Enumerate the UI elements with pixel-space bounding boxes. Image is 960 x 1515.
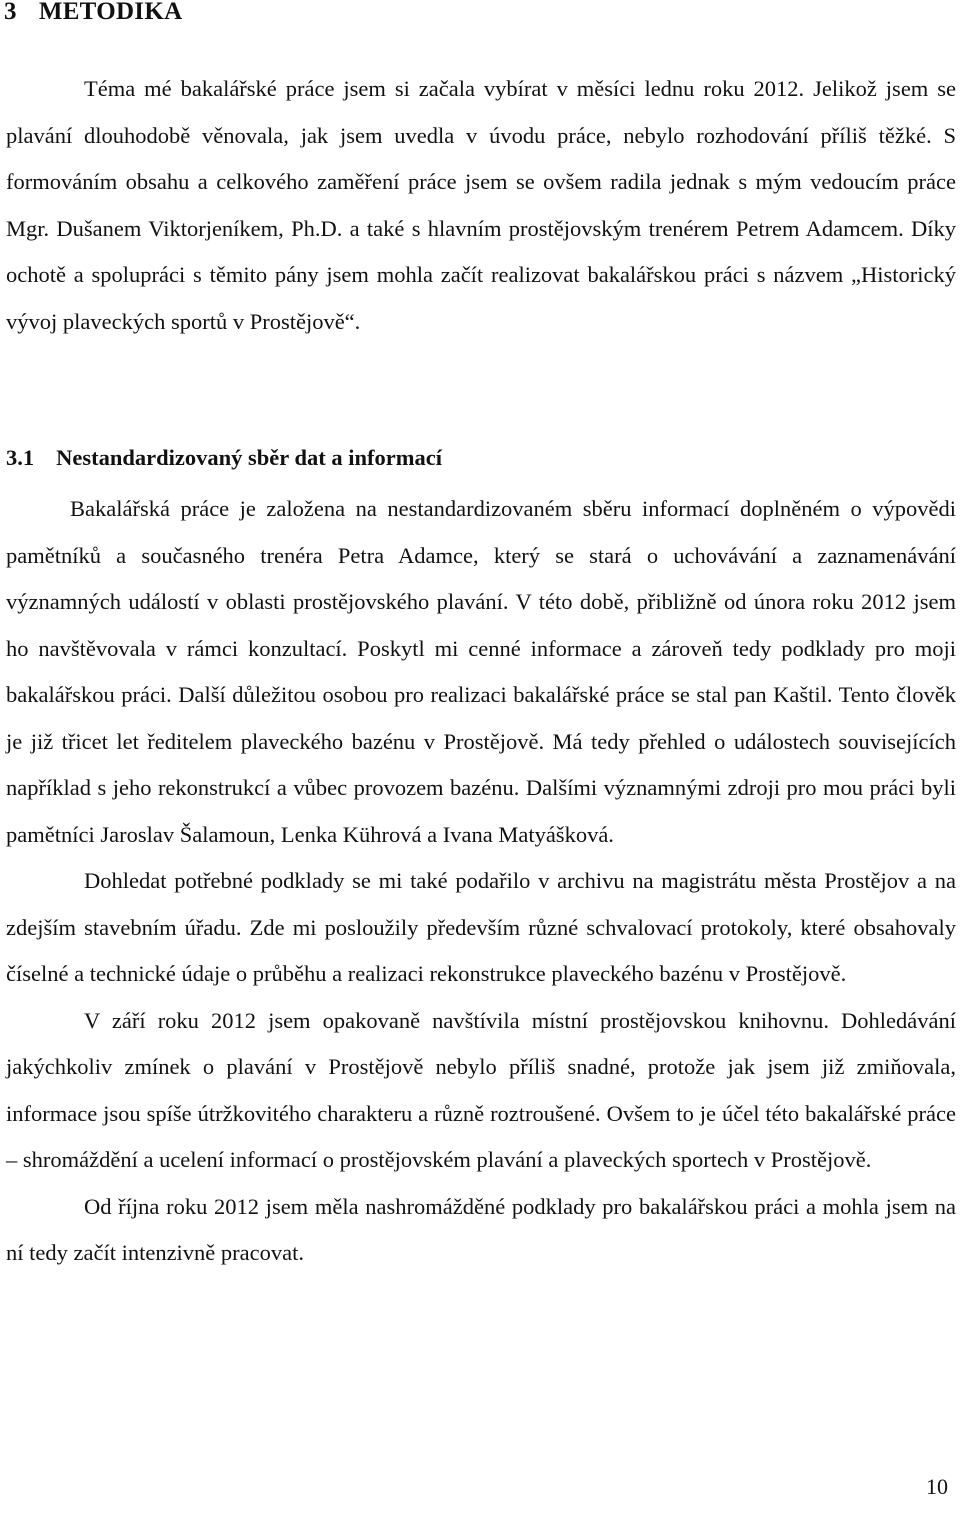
section-paragraph-4: Od října roku 2012 jsem měla nashromážděné podklady pro bakalářskou práci a mohla jsem na ní tedy začít intenzivně pracovat. [6,1193,956,1265]
section-paragraph-1: Bakalářská práce je založena na nestandardizovaném sběru informací doplněném o výpovědi pamětníků a současného trenéra Petra Adamce, který se stará o uchovávání a zaznamenávání významných událostí v oblasti prostějovského plavání. V této době, přibližně od února roku 2012 jsem ho navštěvovala v rámci konzultací. Poskytl mi cenné informace a zároveň tedy podklady pro moji bakalářskou práci. Další důležitou osobou pro realizaci bakalářské práce se stal pan Kaštil. Tento člověk je již třicet let ředitelem plaveckého bazénu v Prostějově. Má tedy přehled o událostech souvisejících například s jeho rekonstrukcí a vůbec provozem bazénu. Dalšími významnými zdroji pro mou práci byli pamětníci Jaroslav Šalamoun, Lenka Kührová a Ivana Matyášková. [6,496,956,847]
section-title: Nestandardizovaný sběr dat a informací [56,445,442,470]
section-paragraph-2: Dohledat potřebné podklady se mi také podařilo v archivu na magistrátu města Prostějov a na zdejším stavebním úřadu. Zde mi posloužily především různé schvalovací protokoly, které obsahovaly číselné a technické údaje o průběhu a realizaci rekonstrukce plaveckého bazénu v Prostějově. [6,868,956,986]
intro-section [6,66,956,345]
section-heading [6,445,442,471]
chapter-heading [4,0,182,26]
chapter-number: 3 [4,0,17,25]
page-number: 10 [926,1474,948,1499]
section-body [6,486,956,1277]
intro-paragraph: Téma mé bakalářské práce jsem si začala vybírat v měsíci lednu roku 2012. Jelikož jsem se plavání dlouhodobě věnovala, jak jsem uvedla v úvodu práce, nebylo rozhodování příliš těžké. S formováním obsahu a celkového zaměření práce jsem se ovšem radila jednak s mým vedoucím práce Mgr. Dušanem Viktorjeníkem, Ph.D. a také s hlavním prostějovským trenérem Petrem Adamcem. Díky ochotě a spolupráci s těmito pány jsem mohla začít realizovat bakalářskou práci s názvem „Historický vývoj plaveckých sportů v Prostějově“. [6,76,956,334]
section-paragraph-3: V září roku 2012 jsem opakovaně navštívila místní prostějovskou knihovnu. Dohledávání jakýchkoliv zmínek o plavání v Prostějově nebylo příliš snadné, protože jak jsem již zmiňovala, informace jsou spíše útržkovitého charakteru a různě roztroušené. Ovšem to je účel této bakalářské práce – shromáždění a ucelení informací o prostějovském plavání a plaveckých sportech v Prostějově. [6,1007,956,1172]
section-number: 3.1 [6,445,35,470]
chapter-title: METODIKA [38,0,183,25]
